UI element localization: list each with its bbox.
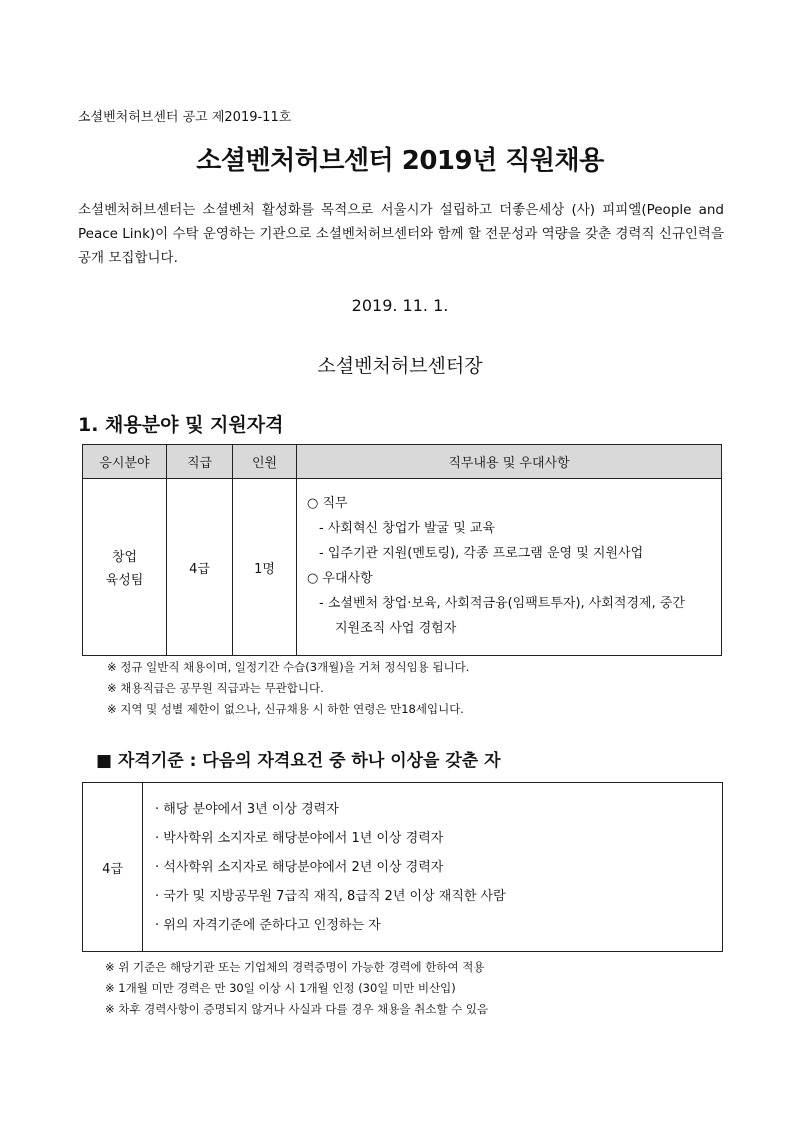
note: ※ 차후 경력사항이 증명되지 않거나 사실과 다를 경우 채용을 취소할 수 있음	[105, 1002, 489, 1016]
qual-list	[143, 783, 723, 952]
note: ※ 정규 일반직 채용이며, 일정기간 수습(3개월)을 거쳐 정식임용 됩니다.	[107, 660, 470, 674]
section1-notes	[107, 657, 469, 720]
section2-notes	[105, 957, 488, 1020]
duty-item: - 사회혁신 창업가 발굴 및 교육	[319, 521, 496, 536]
signer: 소셜벤처허브센터장	[317, 355, 483, 377]
header-field: 응시분야	[83, 445, 167, 479]
cell-grade: 4급	[167, 479, 233, 656]
qual-grade: 4급	[83, 783, 143, 952]
note: ※ 지역 및 성별 제한이 없으나, 신규채용 시 하한 연령은 만18세입니다.	[107, 702, 464, 716]
cell-field	[83, 479, 167, 656]
note: ※ 1개월 미만 경력은 만 30일 이상 시 1개월 인정 (30일 미만 비산입)	[105, 981, 456, 995]
section2-heading: ■ 자격기준 : 다음의 자격요건 중 하나 이상을 갖춘 자	[96, 751, 501, 771]
table-header-row	[83, 445, 722, 479]
note: ※ 위 기준은 해당기관 또는 기업체의 경력증명이 가능한 경력에 한하여 적용	[105, 960, 485, 974]
field-line2: 육성팀	[105, 573, 144, 588]
table-row	[83, 479, 722, 656]
notice-number: 소셜벤처허브센터 공고 제2019-11호	[78, 110, 292, 125]
cell-duty	[297, 479, 722, 656]
header-duty: 직무내용 및 우대사항	[297, 445, 722, 479]
header-count: 인원	[233, 445, 297, 479]
pref-item-continued: 지원조직 사업 경험자	[335, 621, 457, 636]
header-grade: 직급	[167, 445, 233, 479]
duty-title: ○ 직무	[307, 496, 348, 511]
cell-count: 1명	[233, 479, 297, 656]
intro-paragraph: 소셜벤처허브센터는 소셜벤처 활성화를 목적으로 서울시가 설립하고 더좋은세상 (사) 피피엘(People and Peace Link)이 수탁 운영하는 기관으로 소셜벤처허브센터와 함께 할 전문성과 역량을 갖춘 경력직 신규인력을 공개 모집합니다.	[78, 202, 725, 266]
qual-item: · 석사학위 소지자로 해당분야에서 2년 이상 경력자	[155, 860, 444, 875]
qual-item: · 해당 분야에서 3년 이상 경력자	[155, 802, 339, 817]
section1-heading: 1. 채용분야 및 지원자격	[78, 414, 284, 436]
table-row	[83, 783, 723, 952]
pref-item: - 소셜벤처 창업·보육, 사회적금융(임팩트투자), 사회적경제, 중간	[319, 596, 685, 611]
pref-title: ○ 우대사항	[307, 571, 373, 586]
qual-item: · 국가 및 지방공무원 7급직 재직, 8급직 2년 이상 재직한 사람	[155, 889, 506, 904]
qual-item: · 위의 자격기준에 준하다고 인정하는 자	[155, 918, 381, 933]
field-line1: 창업	[111, 550, 138, 565]
qualification-table	[82, 782, 723, 952]
duty-item: - 입주기관 지원(멘토링), 각종 프로그램 운영 및 지원사업	[319, 546, 644, 561]
recruitment-table	[82, 444, 722, 656]
page-title: 소셜벤처허브센터 2019년 직원채용	[196, 146, 604, 176]
qual-item: · 박사학위 소지자로 해당분야에서 1년 이상 경력자	[155, 831, 444, 846]
notice-date: 2019. 11. 1.	[351, 296, 449, 315]
note: ※ 채용직급은 공무원 직급과는 무관합니다.	[107, 681, 324, 695]
